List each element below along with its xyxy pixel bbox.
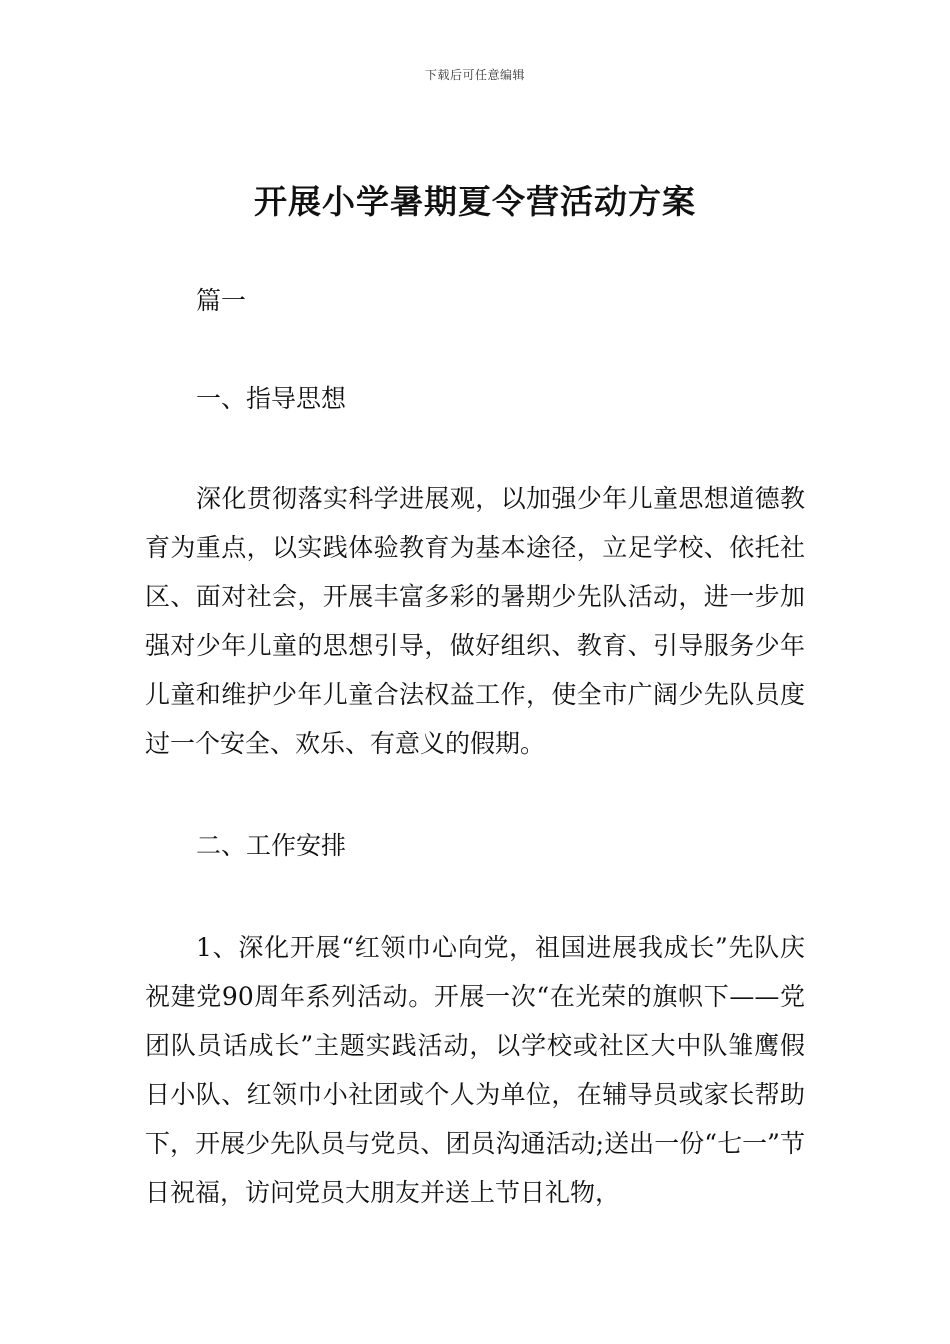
paragraph-work-arrangement: 1、深化开展“红领巾心向党，祖国进展我成长”先队庆祝建党90周年系列活动。开展一次“在光荣的旗帜下——党团队员话成长”主题实践活动，以学校或社区大中队雏鹰假日小队、红领巾小社团或个人为单位，在辅导员或家长帮助下，开展少先队员与党员、团员沟通活动;送出一份“七一”节日祝福，访问党员大朋友并送上节日礼物，	[145, 933, 805, 1207]
part-label: 篇一	[196, 286, 247, 315]
section-heading-guiding-ideology: 一、指导思想	[196, 384, 347, 413]
paragraph-guiding-ideology: 深化贯彻落实科学进展观，以加强少年儿童思想道德教育为重点，以实践体验教育为基本途径，立足学校、依托社区、面对社会，开展丰富多彩的暑期少先队活动，进一步加强对少年儿童的思想引导，做好组织、教育、引导服务少年儿童和维护少年儿童合法权益工作，使全市广阔少先队员度过一个安全、欢乐、有意义的假期。	[145, 484, 805, 758]
section-heading-work-arrangement: 二、工作安排	[196, 831, 347, 860]
document-title: 开展小学暑期夏令营活动方案	[254, 182, 696, 221]
header-note: 下载后可任意编辑	[424, 68, 525, 82]
